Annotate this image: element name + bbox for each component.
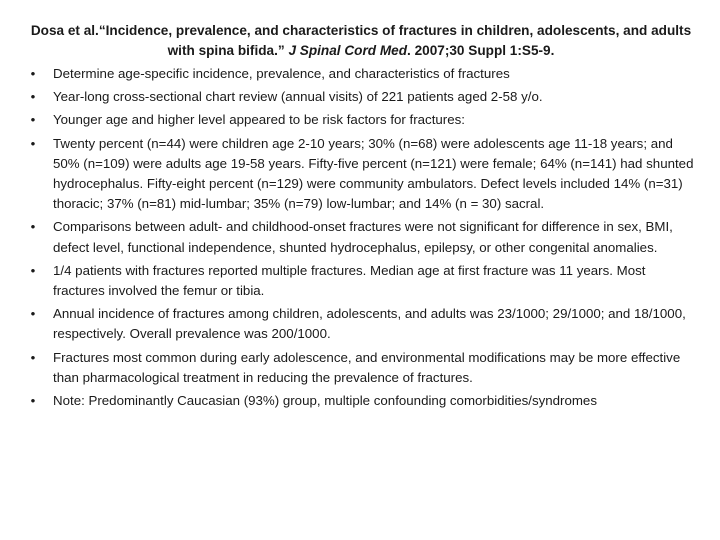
bullet-text: Twenty percent (n=44) were children age 2-10 years; 30% (n=68) were adolescents age 11-18 years; and 50% (n=109) were adults age 19-58 years. Fifty-five percent (n=121) were female; 64% (n=141) had shunted hydrocephalus. Fifty-eight percent (n=129) were community ambulators. Defect levels included 14% (n=31) thoracic; 37% (n=81) mid-lumbar; 35% (n=79) low-lumbar; and 14% (n = 30) sacral. xyxy=(53,135,694,212)
bullet-text: Note: Predominantly Caucasian (93%) group, multiple confounding comorbidities/syndromes xyxy=(53,393,597,409)
bullet-text: Comparisons between adult- and childhood-onset fractures were not significant for difference in sex, BMI, defect level, functional independence, shunted hydrocephalus, epilepsy, or other congenital anomalies. xyxy=(53,219,673,255)
bullet-text: Annual incidence of fractures among children, adolescents, and adults was 23/1000; 29/1000; and 18/1000, respectively. Overall prevalence was 200/1000. xyxy=(53,306,686,342)
slide-title-citation xyxy=(26,21,696,61)
bullet-item-methods xyxy=(26,87,696,107)
bullet-icon: • xyxy=(30,112,36,128)
bullet-item-multiple-fractures xyxy=(26,261,696,301)
bullet-icon: • xyxy=(30,306,36,322)
bullet-item-conclusion xyxy=(26,348,696,388)
bullet-item-note xyxy=(26,391,696,411)
bullet-text: 1/4 patients with fractures reported multiple fractures. Median age at first fracture was 11 years. Most fractures involved the femur or tibia. xyxy=(53,262,646,299)
bullet-list xyxy=(26,64,696,411)
bullet-item-comparisons xyxy=(26,217,696,257)
bullet-text: Fractures most common during early adolescence, and environmental modifications may be more effective than pharmacological treatment in reducing the prevalence of fractures. xyxy=(53,349,681,385)
bullet-icon: • xyxy=(30,393,36,409)
citation-journal: J Spinal Cord Med xyxy=(288,43,408,58)
bullet-icon: • xyxy=(30,135,36,151)
bullet-icon: • xyxy=(30,89,36,105)
bullet-text: Younger age and higher level appeared to be risk factors for fractures: xyxy=(53,112,465,128)
bullet-item-risk-factors xyxy=(26,110,696,130)
bullet-icon: • xyxy=(30,349,36,365)
citation-details: . 2007;30 Suppl 1:S5-9. xyxy=(407,43,555,58)
bullet-item-demographics xyxy=(26,134,696,215)
bullet-text: Determine age-specific incidence, prevalence, and characteristics of fractures xyxy=(53,66,510,81)
bullet-text: Year-long cross-sectional chart review (annual visits) of 221 patients aged 2-58 y/o. xyxy=(53,89,543,105)
bullet-item-incidence xyxy=(26,304,696,344)
bullet-icon: • xyxy=(30,66,36,81)
bullet-item-objective xyxy=(26,64,696,84)
bullet-icon: • xyxy=(30,219,36,235)
citation-authors-title: Dosa et al.“Incidence, prevalence, and characteristics of fractures in children, adolescents, and adults with spina bifida.” xyxy=(30,23,692,58)
bullet-icon: • xyxy=(30,262,36,278)
